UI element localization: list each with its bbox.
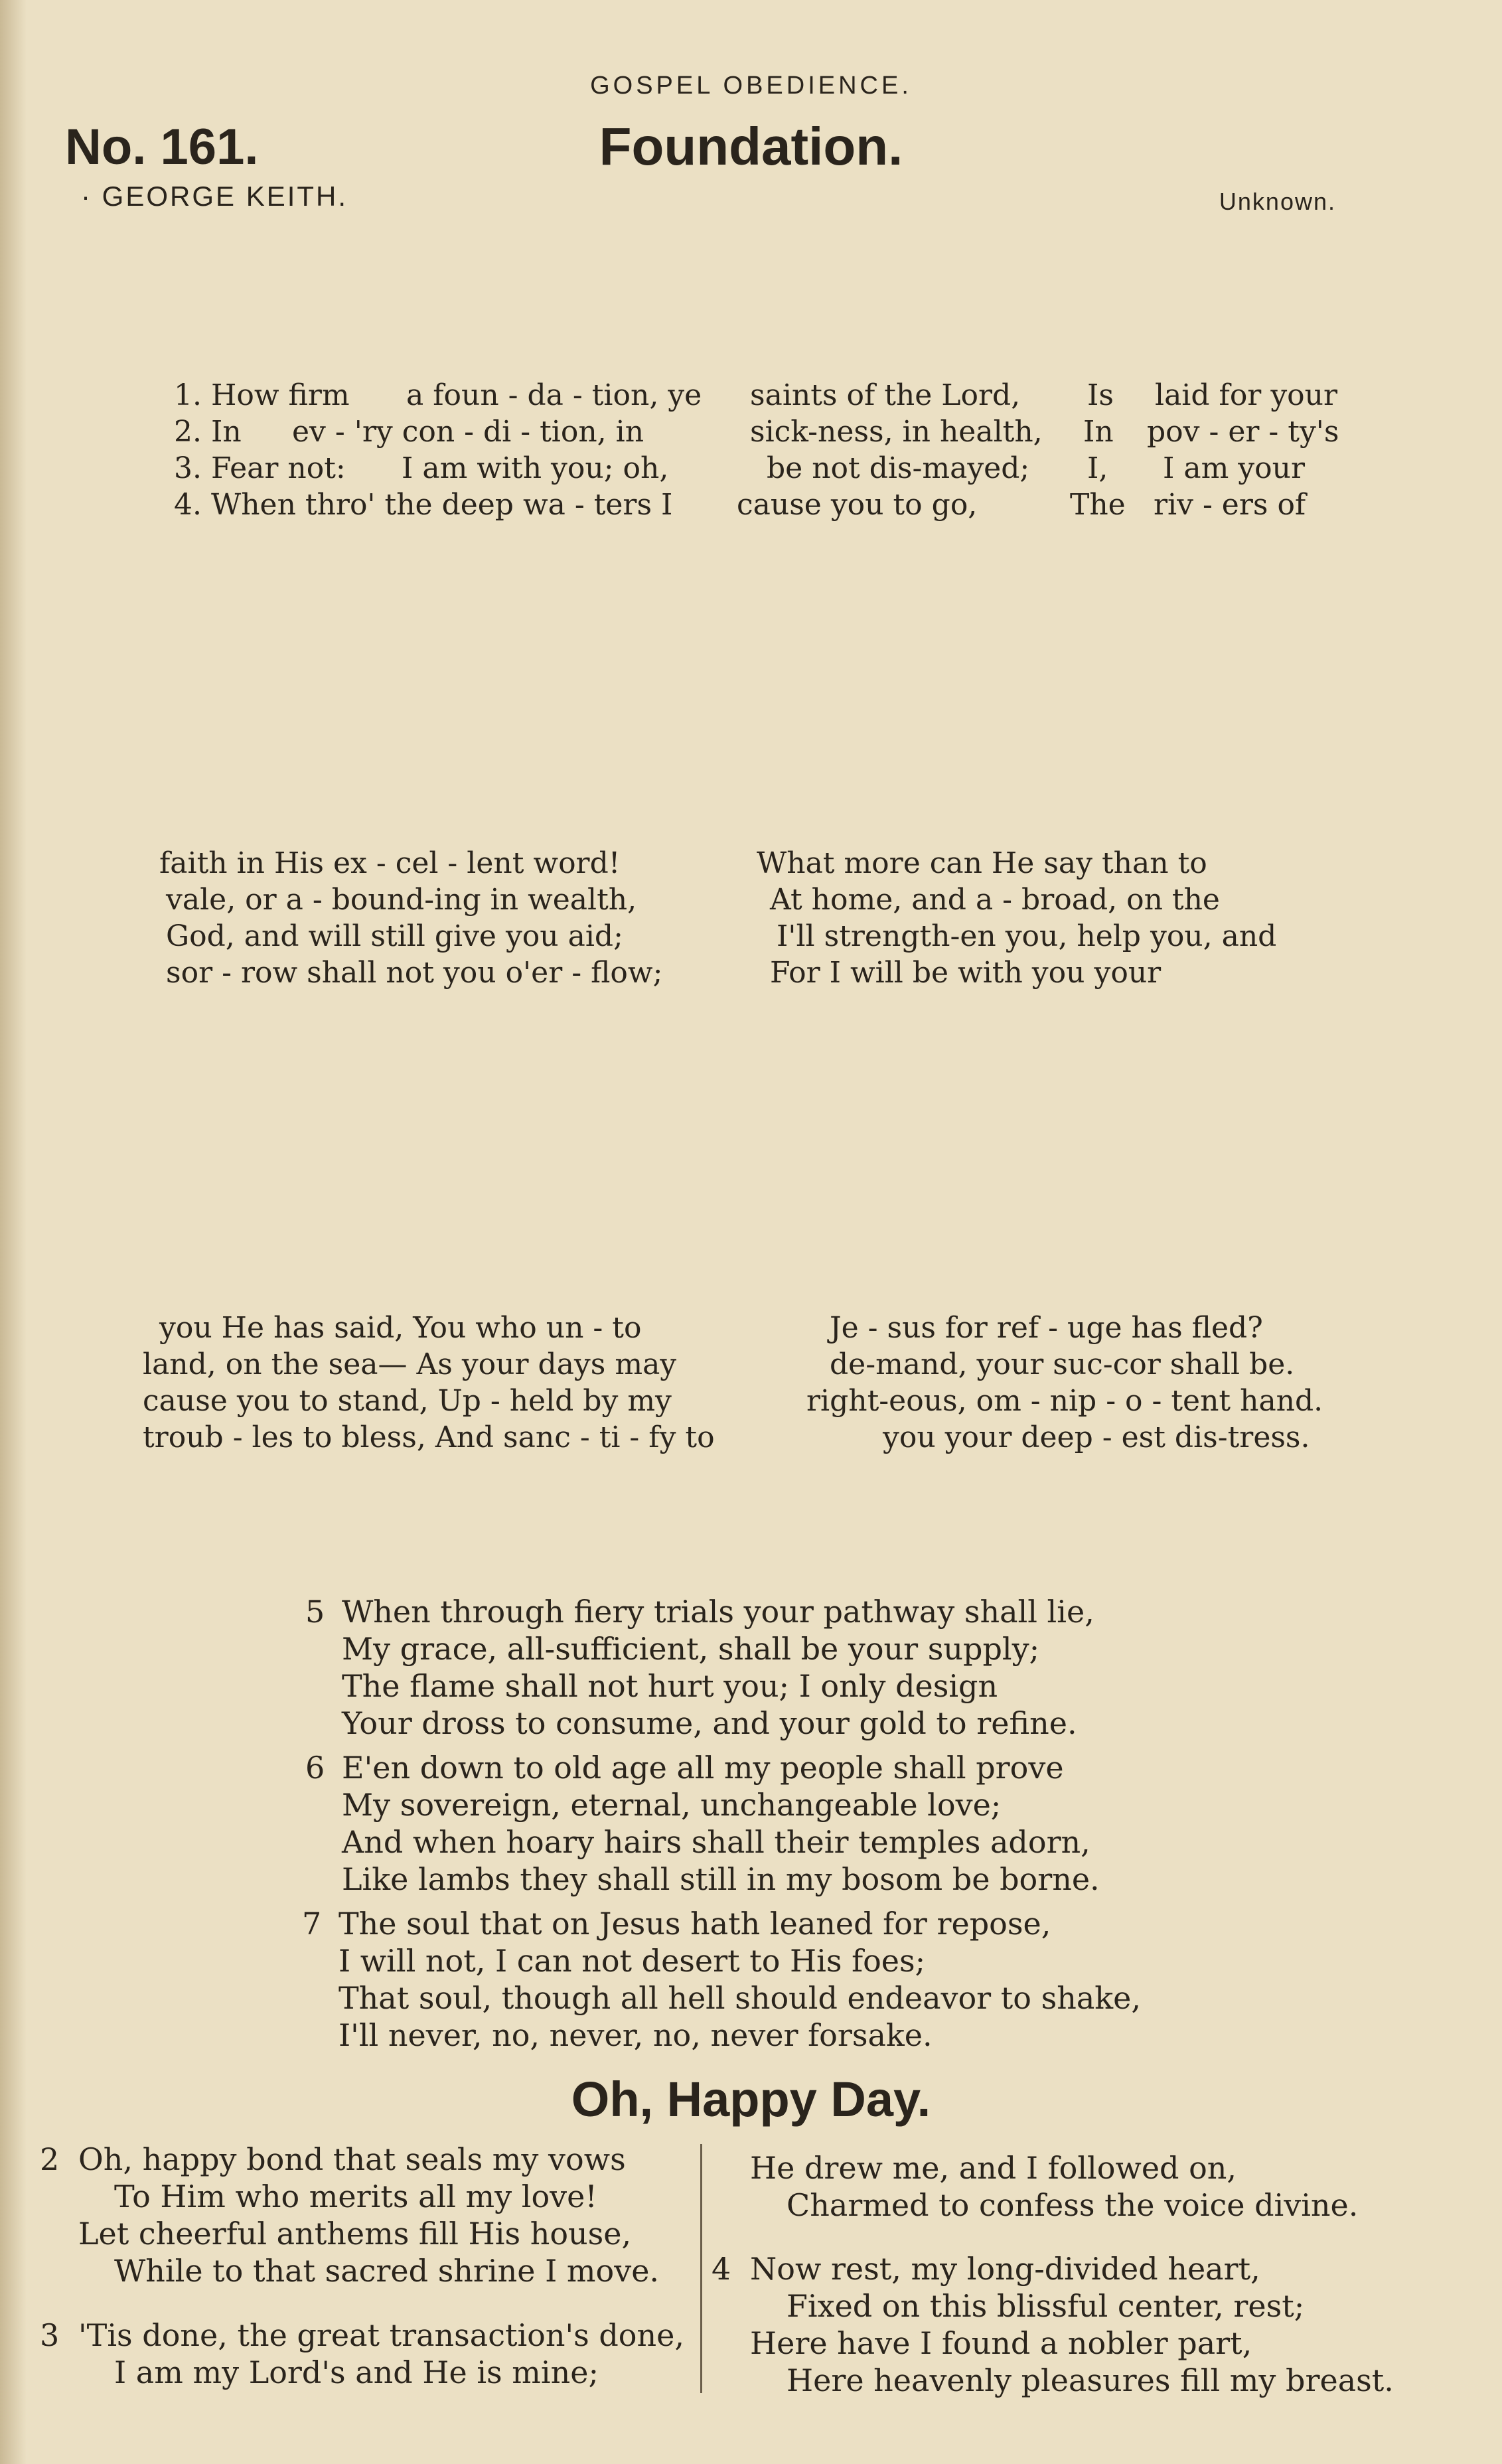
verse-line: I will not, I can not desert to His foes;: [338, 1943, 926, 1979]
lyric-fragment: right-eous, om - nip - o - tent hand.: [806, 1384, 1323, 1418]
bass-staff-system-1: [0, 531, 1502, 664]
column-divider: [700, 2144, 702, 2393]
lyric-fragment: be not dis-mayed;: [767, 451, 1030, 485]
verse-line: I am my Lord's and He is mine;: [114, 2354, 599, 2390]
verse-line: My grace, all-sufficient, shall be your supply;: [342, 1631, 1040, 1667]
verse-line: Your dross to consume, and your gold to refine.: [342, 1705, 1077, 1741]
lyric-fragment: sor - row shall not you o'er - flow;: [166, 956, 663, 990]
lyric-fragment: you your deep - est dis-tress.: [883, 1421, 1310, 1454]
lyric-fragment: In: [1083, 415, 1114, 449]
lyric-fragment: God, and will still give you aid;: [166, 919, 623, 953]
verse-number: 4: [712, 2251, 731, 2287]
verse-line: The flame shall not hurt you; I only design: [342, 1668, 998, 1704]
treble-staff-system-3: [0, 1155, 1502, 1288]
verse-line: Let cheerful anthems fill His house,: [78, 2216, 632, 2252]
verse-number: 5: [305, 1594, 325, 1630]
lyric-fragment: ev - 'ry con - di - tion, in: [292, 415, 644, 449]
lyric-fragment: 4. When thro' the deep wa - ters I: [174, 488, 673, 522]
lyric-fragment: Is: [1087, 378, 1114, 412]
verse-line: My sovereign, eternal, unchangeable love;: [342, 1787, 1002, 1823]
lyric-fragment: cause you to stand, Up - held by my: [143, 1384, 672, 1418]
second-hymn-title: Oh, Happy Day.: [571, 2072, 931, 2127]
verse-number: 3: [40, 2317, 60, 2353]
lyric-fragment: a foun - da - tion, ye: [406, 378, 702, 412]
verse-line: The soul that on Jesus hath leaned for repose,: [338, 1906, 1051, 1942]
verse-line: Now rest, my long-divided heart,: [750, 2251, 1260, 2287]
lyric-fragment: laid for your: [1155, 378, 1338, 412]
lyric-fragment: What more can He say than to: [757, 846, 1207, 880]
lyric-fragment: 1. How firm: [174, 378, 350, 412]
bass-staff-system-3: [0, 1467, 1502, 1600]
lyric-fragment: 3. Fear not:: [174, 451, 346, 485]
lyric-fragment: For I will be with you your: [770, 956, 1162, 990]
verse-line: E'en down to old age all my people shall prove: [342, 1750, 1064, 1786]
lyric-fragment: The: [1070, 488, 1126, 522]
verse-line: To Him who merits all my love!: [114, 2179, 597, 2214]
verse-number: 7: [302, 1906, 322, 1942]
lyric-fragment: sick-ness, in health,: [750, 415, 1043, 449]
verse-line: Here heavenly pleasures fill my breast.: [787, 2362, 1394, 2398]
lyric-fragment: land, on the sea— As your days may: [143, 1348, 677, 1381]
verse-number: 6: [305, 1750, 325, 1786]
lyric-fragment: At home, and a - broad, on the: [770, 883, 1220, 917]
lyric-fragment: riv - ers of: [1154, 488, 1306, 522]
lyric-fragment: Je - sus for ref - uge has fled?: [830, 1311, 1263, 1345]
verse-line: That soul, though all hell should endeavor to shake,: [338, 1980, 1141, 2016]
verse-number: 2: [40, 2141, 60, 2177]
treble-staff-system-2: [0, 690, 1502, 823]
composer-credit: Unknown.: [1219, 188, 1336, 215]
lyric-fragment: saints of the Lord,: [750, 378, 1021, 412]
lyric-fragment: I'll strength-en you, help you, and: [777, 919, 1277, 953]
running-title: GOSPEL OBEDIENCE.: [590, 72, 912, 100]
verse-line: Here have I found a nobler part,: [750, 2325, 1252, 2361]
lyric-fragment: pov - er - ty's: [1147, 415, 1339, 449]
lyric-fragment: troub - les to bless, And sanc - ti - fy to: [143, 1421, 715, 1454]
hymn-number: No. 161.: [65, 119, 259, 175]
bass-staff-system-2: [0, 1002, 1502, 1135]
verse-line: I'll never, no, never, no, never forsake.: [338, 2017, 933, 2053]
lyric-fragment: I am your: [1163, 451, 1306, 485]
lyric-fragment: cause you to go,: [737, 488, 978, 522]
verse-line: Charmed to confess the voice divine.: [787, 2187, 1359, 2223]
lyric-fragment: you He has said, You who un - to: [159, 1311, 642, 1345]
lyric-fragment: 2. In: [174, 415, 242, 449]
verse-line: Fixed on this blissful center, rest;: [787, 2288, 1305, 2324]
treble-staff-system-1: [0, 226, 1502, 358]
verse-line: And when hoary hairs shall their temples adorn,: [342, 1824, 1090, 1860]
verse-line: While to that sacred shrine I move.: [114, 2253, 660, 2289]
lyric-fragment: faith in His ex - cel - lent word!: [159, 846, 621, 880]
lyric-fragment: I am with you; oh,: [402, 451, 669, 485]
lyric-fragment: vale, or a - bound-ing in wealth,: [166, 883, 637, 917]
verse-line: When through fiery trials your pathway shall lie,: [342, 1594, 1094, 1630]
verse-line: 'Tis done, the great transaction's done,: [78, 2317, 684, 2353]
verse-line: He drew me, and I followed on,: [750, 2150, 1237, 2186]
author-credit: · GEORGE KEITH.: [81, 181, 348, 212]
hymn-title: Foundation.: [599, 117, 903, 176]
lyric-fragment: de-mand, your suc-cor shall be.: [830, 1348, 1295, 1381]
verse-line: Like lambs they shall still in my bosom be borne.: [342, 1861, 1100, 1897]
verse-line: Oh, happy bond that seals my vows: [78, 2141, 626, 2177]
lyric-fragment: I,: [1087, 451, 1108, 485]
